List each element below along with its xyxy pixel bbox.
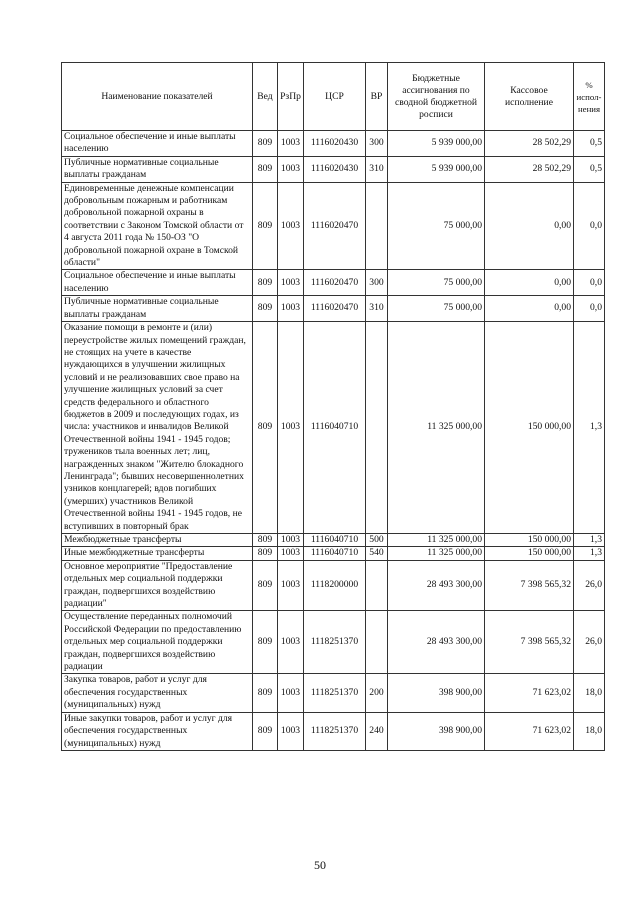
- page-number: 50: [314, 858, 326, 872]
- row-vr: 300: [366, 270, 388, 296]
- row-vr: 310: [366, 156, 388, 182]
- row-budget: 75 000,00: [388, 296, 485, 322]
- row-budget: 75 000,00: [388, 182, 485, 270]
- row-csr: 1118200000: [304, 560, 366, 611]
- row-pct: 18,0: [574, 674, 605, 712]
- row-pct: 0,5: [574, 131, 605, 157]
- row-rzpr: 1003: [278, 547, 304, 560]
- row-pct: 26,0: [574, 560, 605, 611]
- row-rzpr: 1003: [278, 534, 304, 547]
- row-csr: 1118251370: [304, 712, 366, 750]
- table-row: [62, 611, 605, 674]
- row-cash: 71 623,02: [485, 712, 574, 750]
- header-cash: Кассовое исполнение: [485, 63, 574, 131]
- row-ved: 809: [253, 156, 278, 182]
- table-row: [62, 560, 605, 611]
- budget-table-container: [61, 62, 604, 751]
- row-rzpr: 1003: [278, 322, 304, 534]
- row-ved: 809: [253, 712, 278, 750]
- row-budget: 5 939 000,00: [388, 156, 485, 182]
- row-vr: 500: [366, 534, 388, 547]
- header-vr: ВР: [366, 63, 388, 131]
- table-row: [62, 270, 605, 296]
- table-row: [62, 674, 605, 712]
- row-pct: 18,0: [574, 712, 605, 750]
- row-ved: 809: [253, 131, 278, 157]
- header-rzpr: РзПр: [278, 63, 304, 131]
- row-budget: 11 325 000,00: [388, 547, 485, 560]
- row-vr: 300: [366, 131, 388, 157]
- row-pct: 1,3: [574, 534, 605, 547]
- row-csr: 1116020470: [304, 296, 366, 322]
- row-name: Единовременные денежные компенсации добровольным пожарным и работникам добровольной пожарной охраны в соответствии с Законом Томской области от 4 августа 2011 года № 150-ОЗ "О добровольной пожарной охране в Томской области": [62, 182, 253, 270]
- header-csr: ЦСР: [304, 63, 366, 131]
- row-ved: 809: [253, 296, 278, 322]
- row-name: Оказание помощи в ремонте и (или) переустройстве жилых помещений граждан, не стоящих на учете в качестве нуждающихся в улучшении жилищных условий и не реализовавших свое право на улучшение жилищных условий за счет средств федерального и областного бюджетов в 2009 и последующих годах, из числа: участников и инвалидов Великой Отечественной войны 1941 - 1945 годов; тружеников тыла военных лет; лиц, награжденных знаком "Жителю блокадного Ленинграда"; бывших несовершеннолетних узников концлагерей; вдов погибших (умерших) участников Великой Отечественной войны 1941 - 1945 годов, не вступивших в повторный брак: [62, 322, 253, 534]
- row-vr: 240: [366, 712, 388, 750]
- row-cash: 7 398 565,32: [485, 560, 574, 611]
- row-budget: 11 325 000,00: [388, 534, 485, 547]
- row-name: Социальное обеспечение и иные выплаты населению: [62, 270, 253, 296]
- row-vr: [366, 322, 388, 534]
- table-row: [62, 712, 605, 750]
- row-budget: 28 493 300,00: [388, 611, 485, 674]
- row-ved: 809: [253, 560, 278, 611]
- row-rzpr: 1003: [278, 712, 304, 750]
- header-ved: Вед: [253, 63, 278, 131]
- row-vr: [366, 182, 388, 270]
- row-pct: 0,0: [574, 270, 605, 296]
- header-budget: Бюджетные ассигнования по сводной бюджетной росписи: [388, 63, 485, 131]
- row-rzpr: 1003: [278, 270, 304, 296]
- row-budget: 75 000,00: [388, 270, 485, 296]
- row-cash: 150 000,00: [485, 547, 574, 560]
- header-pct: % испол-нения: [574, 63, 605, 131]
- row-pct: 0,0: [574, 296, 605, 322]
- row-name: Основное мероприятие "Предоставление отдельных мер социальной поддержки граждан, подвергшихся воздействию радиации": [62, 560, 253, 611]
- row-rzpr: 1003: [278, 560, 304, 611]
- row-cash: 0,00: [485, 182, 574, 270]
- row-ved: 809: [253, 270, 278, 296]
- row-ved: 809: [253, 547, 278, 560]
- row-pct: 0,0: [574, 182, 605, 270]
- row-cash: 28 502,29: [485, 131, 574, 157]
- row-name: Публичные нормативные социальные выплаты гражданам: [62, 296, 253, 322]
- row-pct: 1,3: [574, 547, 605, 560]
- row-rzpr: 1003: [278, 156, 304, 182]
- row-cash: 28 502,29: [485, 156, 574, 182]
- row-cash: 150 000,00: [485, 534, 574, 547]
- row-budget: 5 939 000,00: [388, 131, 485, 157]
- row-cash: 0,00: [485, 296, 574, 322]
- row-csr: 1116020470: [304, 182, 366, 270]
- row-name: Иные закупки товаров, работ и услуг для обеспечения государственных (муниципальных) нужд: [62, 712, 253, 750]
- header-name: Наименование показателей: [62, 63, 253, 131]
- row-csr: 1116020430: [304, 131, 366, 157]
- table-row: [62, 296, 605, 322]
- table-row: [62, 322, 605, 534]
- row-ved: 809: [253, 611, 278, 674]
- row-name: Закупка товаров, работ и услуг для обеспечения государственных (муниципальных) нужд: [62, 674, 253, 712]
- table-row: [62, 534, 605, 547]
- row-name: Осуществление переданных полномочий Российской Федерации по предоставлению отдельных мер социальной поддержки граждан, подвергшихся воздействию радиации: [62, 611, 253, 674]
- row-csr: 1116020430: [304, 156, 366, 182]
- row-csr: 1116020470: [304, 270, 366, 296]
- table-header-row: [62, 63, 605, 131]
- row-cash: 0,00: [485, 270, 574, 296]
- row-rzpr: 1003: [278, 296, 304, 322]
- budget-execution-table: [61, 62, 605, 751]
- row-ved: 809: [253, 674, 278, 712]
- row-pct: 26,0: [574, 611, 605, 674]
- row-ved: 809: [253, 322, 278, 534]
- row-csr: 1118251370: [304, 674, 366, 712]
- row-ved: 809: [253, 182, 278, 270]
- row-pct: 0,5: [574, 156, 605, 182]
- row-csr: 1116040710: [304, 534, 366, 547]
- row-csr: 1116040710: [304, 322, 366, 534]
- row-rzpr: 1003: [278, 611, 304, 674]
- row-name: Социальное обеспечение и иные выплаты населению: [62, 131, 253, 157]
- row-cash: 7 398 565,32: [485, 611, 574, 674]
- row-vr: 310: [366, 296, 388, 322]
- table-row: [62, 156, 605, 182]
- table-row: [62, 547, 605, 560]
- row-vr: 200: [366, 674, 388, 712]
- row-name: Публичные нормативные социальные выплаты гражданам: [62, 156, 253, 182]
- row-rzpr: 1003: [278, 182, 304, 270]
- row-budget: 11 325 000,00: [388, 322, 485, 534]
- row-budget: 398 900,00: [388, 674, 485, 712]
- row-rzpr: 1003: [278, 131, 304, 157]
- row-cash: 150 000,00: [485, 322, 574, 534]
- row-budget: 28 493 300,00: [388, 560, 485, 611]
- row-cash: 71 623,02: [485, 674, 574, 712]
- row-vr: 540: [366, 547, 388, 560]
- row-vr: [366, 611, 388, 674]
- row-csr: 1118251370: [304, 611, 366, 674]
- row-ved: 809: [253, 534, 278, 547]
- table-row: [62, 182, 605, 270]
- row-budget: 398 900,00: [388, 712, 485, 750]
- row-csr: 1116040710: [304, 547, 366, 560]
- row-pct: 1,3: [574, 322, 605, 534]
- table-row: [62, 131, 605, 157]
- row-name: Иные межбюджетные трансферты: [62, 547, 253, 560]
- row-vr: [366, 560, 388, 611]
- row-name: Межбюджетные трансферты: [62, 534, 253, 547]
- row-rzpr: 1003: [278, 674, 304, 712]
